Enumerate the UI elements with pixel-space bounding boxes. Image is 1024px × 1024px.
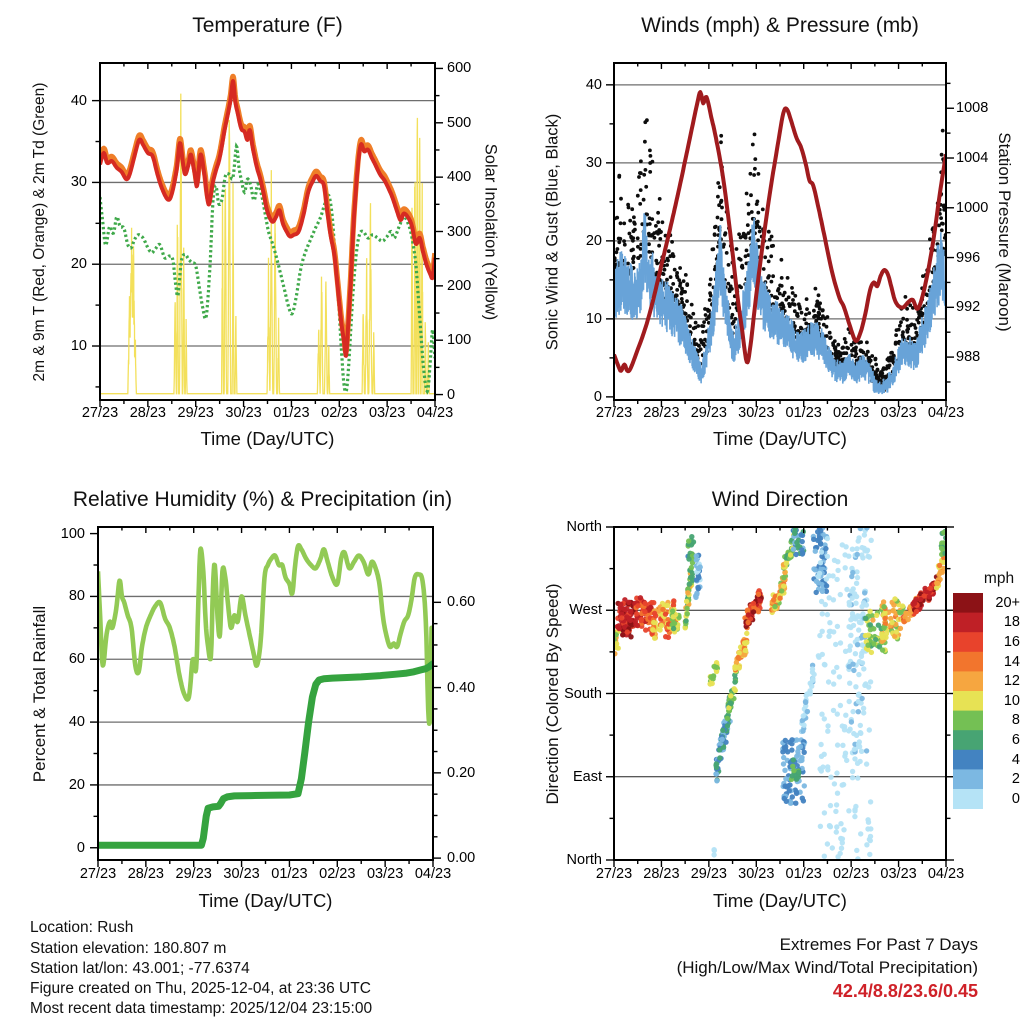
colorbar-cell	[953, 613, 983, 633]
x-tick-label: 04/23	[416, 405, 454, 421]
temperature-y-axis-label-left: 2m & 9m T (Red, Orange) & 2m Td (Green)	[31, 82, 48, 382]
x-tick-label: 01/23	[273, 405, 310, 421]
winds-x-axis-label: Time (Day/UTC)	[713, 428, 847, 449]
colorbar-cell	[953, 750, 983, 770]
colorbar-cell	[953, 789, 983, 809]
x-tick-label: 28/23	[643, 405, 680, 421]
x-tick-label: 27/23	[595, 866, 633, 882]
y-tick-label: 200	[447, 277, 472, 294]
colorbar-cell	[953, 652, 983, 672]
colorbar-tick-label: 8	[1011, 712, 1020, 729]
colorbar-tick-label: 16	[1003, 634, 1020, 650]
y-tick-label: 20	[70, 256, 87, 273]
extremes-heading: Extremes For Past 7 Days	[779, 935, 978, 954]
y-tick-label: North	[566, 852, 602, 868]
x-tick-label: 03/23	[880, 866, 917, 882]
x-tick-label: 27/23	[81, 405, 119, 421]
y-tick-label: 100	[60, 525, 85, 542]
y-tick-label: 996	[956, 249, 981, 266]
footer-timestamp: Most recent data timestamp: 2025/12/04 23:15:00	[30, 1000, 373, 1017]
y-tick-label: 10	[585, 310, 602, 327]
footer-latlon: Station lat/lon: 43.001; -77.6374	[30, 960, 250, 977]
humidity-x-axis-label: Time (Day/UTC)	[198, 890, 333, 911]
y-tick-label: 988	[956, 349, 981, 366]
direction-y-axis-label-left: Direction (Colored By Speed)	[543, 583, 562, 805]
x-tick-label: 02/23	[832, 866, 870, 882]
y-tick-label: 500	[447, 114, 472, 131]
y-tick-label: 100	[447, 332, 472, 349]
colorbar-cell	[953, 671, 983, 691]
colorbar-cell	[953, 632, 983, 652]
x-tick-label: 30/23	[223, 866, 260, 882]
x-tick-label: 28/23	[127, 866, 164, 882]
y-tick-label: 40	[70, 92, 87, 109]
colorbar-cell	[953, 730, 983, 750]
y-tick-label: 400	[447, 169, 472, 186]
colorbar-tick-label: 4	[1011, 751, 1020, 768]
y-tick-label: 80	[68, 588, 85, 605]
x-tick-label: 03/23	[366, 866, 404, 882]
y-tick-label: 0	[76, 839, 85, 856]
solar-insolation-y-axis-label-right: Solar Insolation (Yellow)	[481, 143, 500, 321]
x-tick-label: 03/23	[880, 405, 917, 421]
y-tick-label: North	[566, 519, 602, 535]
x-tick-label: 30/23	[738, 405, 775, 421]
x-tick-label: 30/23	[225, 405, 262, 421]
footer-elevation: Station elevation: 180.807 m	[30, 940, 227, 957]
colorbar-cell	[953, 769, 983, 789]
winds-series	[612, 92, 947, 394]
wind-gust-y-axis-label-left: Sonic Wind & Gust (Blue, Black)	[543, 113, 562, 351]
x-tick-label: 01/23	[271, 866, 308, 882]
x-tick-label: 02/23	[832, 405, 870, 421]
x-tick-label: 30/23	[738, 866, 775, 882]
y-tick-label: 0	[593, 388, 602, 405]
colorbar-tick-label: 12	[1003, 673, 1020, 690]
colorbar-title: mph	[983, 570, 1015, 587]
y-tick-label: East	[572, 768, 602, 785]
y-tick-label: 30	[585, 154, 602, 171]
y-tick-label: South	[564, 685, 602, 702]
y-tick-label: 30	[70, 174, 87, 191]
percent-rainfall-y-axis-label-left: Percent & Total Rainfall	[30, 605, 49, 783]
x-tick-label: 27/23	[595, 405, 633, 421]
extremes-values: 42.4/8.8/23.6/0.45	[832, 981, 978, 1001]
x-tick-label: 27/23	[79, 866, 117, 882]
colorbar-tick-label: 10	[1003, 692, 1020, 709]
colorbar-cell	[953, 691, 983, 711]
colorbar-cell	[953, 593, 983, 613]
y-tick-label: 300	[447, 223, 472, 240]
colorbar-tick-label: 0	[1011, 790, 1020, 807]
y-tick-label: 20	[68, 776, 85, 793]
x-tick-label: 04/23	[927, 405, 965, 421]
temperature-chart-title: Temperature (F)	[192, 14, 343, 37]
x-tick-label: 29/23	[690, 405, 727, 421]
colorbar-tick-label: 18	[1003, 614, 1020, 631]
x-tick-label: 04/23	[927, 866, 965, 882]
y-tick-label: 0.60	[447, 594, 476, 611]
x-tick-label: 04/23	[414, 866, 452, 882]
colorbar-tick-label: 20+	[995, 594, 1020, 611]
x-tick-label: 02/23	[319, 866, 356, 882]
x-tick-label: 29/23	[177, 405, 214, 421]
humidity-series	[98, 545, 433, 845]
x-tick-label: 28/23	[129, 405, 166, 421]
y-tick-label: West	[569, 602, 602, 619]
x-tick-label: 29/23	[175, 866, 212, 882]
x-tick-label: 02/23	[321, 405, 358, 421]
y-tick-label: 1008	[956, 100, 989, 117]
winds-pressure-chart-title: Winds (mph) & Pressure (mb)	[641, 14, 919, 37]
y-tick-label: 20	[585, 232, 602, 249]
y-tick-label: 0.20	[447, 764, 476, 781]
colorbar-tick-label: 2	[1011, 771, 1020, 788]
temperature-x-axis-label: Time (Day/UTC)	[200, 428, 335, 449]
x-tick-label: 01/23	[785, 405, 822, 421]
footer-location: Location: Rush	[30, 919, 134, 936]
y-tick-label: 40	[68, 714, 85, 731]
y-tick-label: 0.40	[447, 679, 476, 696]
y-tick-label: 1000	[956, 199, 989, 216]
winds-plot-frame	[614, 63, 946, 400]
x-tick-label: 03/23	[368, 405, 406, 421]
x-tick-label: 28/23	[643, 866, 680, 882]
pressure-y-axis-label-right: Station Pressure (Maroon)	[995, 132, 1014, 332]
y-tick-label: 1004	[956, 150, 989, 166]
humidity-precip-chart-title: Relative Humidity (%) & Precipitation (in)	[72, 488, 453, 511]
x-tick-label: 29/23	[690, 866, 727, 882]
colorbar-tick-label: 14	[1003, 653, 1020, 670]
y-tick-label: 60	[68, 651, 85, 668]
y-tick-label: 600	[447, 60, 472, 77]
x-tick-label: 01/23	[785, 866, 822, 882]
colorbar-cell	[953, 711, 983, 731]
y-tick-label: 0.00	[447, 850, 476, 867]
y-tick-label: 10	[70, 338, 87, 354]
y-tick-label: 0	[447, 386, 456, 403]
footer-created: Figure created on Thu, 2025-12-04, at 23:36 UTC	[30, 980, 371, 997]
extremes-subheading: (High/Low/Max Wind/Total Precipitation)	[676, 958, 978, 977]
y-tick-label: 992	[956, 299, 981, 316]
speed-colorbar	[953, 593, 983, 809]
y-tick-label: 40	[585, 76, 602, 93]
wind-direction-chart-title: Wind Direction	[711, 488, 849, 511]
colorbar-tick-label: 6	[1011, 732, 1020, 748]
wind-direction-x-axis-label: Time (Day/UTC)	[713, 890, 847, 911]
